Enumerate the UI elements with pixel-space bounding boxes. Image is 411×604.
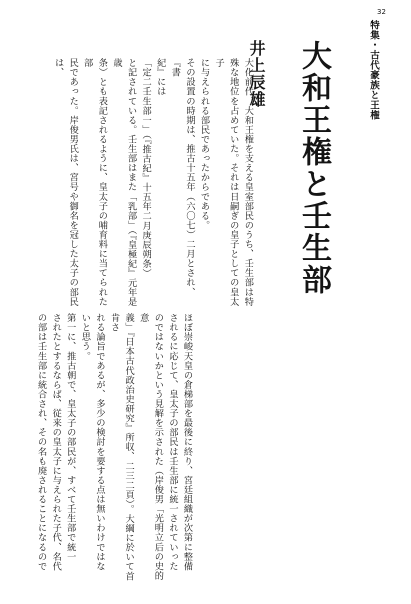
text-column: のではないかという見解を示された（岸俊男「光明立后の史的意 xyxy=(137,313,164,581)
text-column: されたとするならば、従来の皇太子に与えられた子代、名代 xyxy=(50,313,62,571)
text-column: の部は壬生部に統合され、その名も廃されることになるので xyxy=(35,313,47,571)
author-name: 井上辰雄 xyxy=(247,40,266,108)
text-column: 義」『日本古代政治史研究』所収、二三二頁）。大綱に於いて首肯さ xyxy=(108,313,135,581)
text-column: 「定二壬生部一」（『推古紀』十五年二月庚辰朔条） xyxy=(140,58,152,278)
text-column: 紀』には xyxy=(154,58,166,97)
text-column: 殊な地位を占めていた。それは日嗣ぎの皇子としての皇太子 xyxy=(213,58,239,307)
text-column: その設置の時期は、推古十五年（六〇七）二月とされ、『書 xyxy=(169,58,195,297)
text-column: 条）とも表記されるように、皇太子の哺育料に当てられた部 xyxy=(81,58,108,307)
body-text-lower xyxy=(33,313,194,586)
article-title: 大和王権と壬生部 xyxy=(296,40,331,296)
text-column: されるに応じて、皇太子の部民は壬生部に統一されていった xyxy=(166,313,178,571)
text-column: ほぼ崇峻天皇の倉梯部を最後に終り、宮廷組織が次第に整備 xyxy=(181,313,193,571)
text-column: に与えられる部民であったからである。 xyxy=(198,58,210,230)
text-column: 民であった。岸俊男氏は、宮号や御名を冠した太子の部民は、 xyxy=(52,58,79,307)
body-text-upper xyxy=(50,58,254,308)
text-column: 大化前代、大和王権を支える皇室部民のうち、壬生部は特 xyxy=(242,58,254,307)
series-heading: 特集・古代豪族と王権 xyxy=(368,20,379,120)
text-column: いと思う。 xyxy=(79,313,91,361)
text-column: れる論旨であるが、多少の検討を要する点は無いわけではな xyxy=(93,313,105,571)
text-column: と記されている。壬生部はまた「乳部」（『皇極紀』元年是歳 xyxy=(110,58,137,307)
text-column: 第一に、推古朝で、皇太子の部民が、すべて壬生部で統一 xyxy=(64,313,76,562)
page-number: 32 xyxy=(377,8,386,16)
